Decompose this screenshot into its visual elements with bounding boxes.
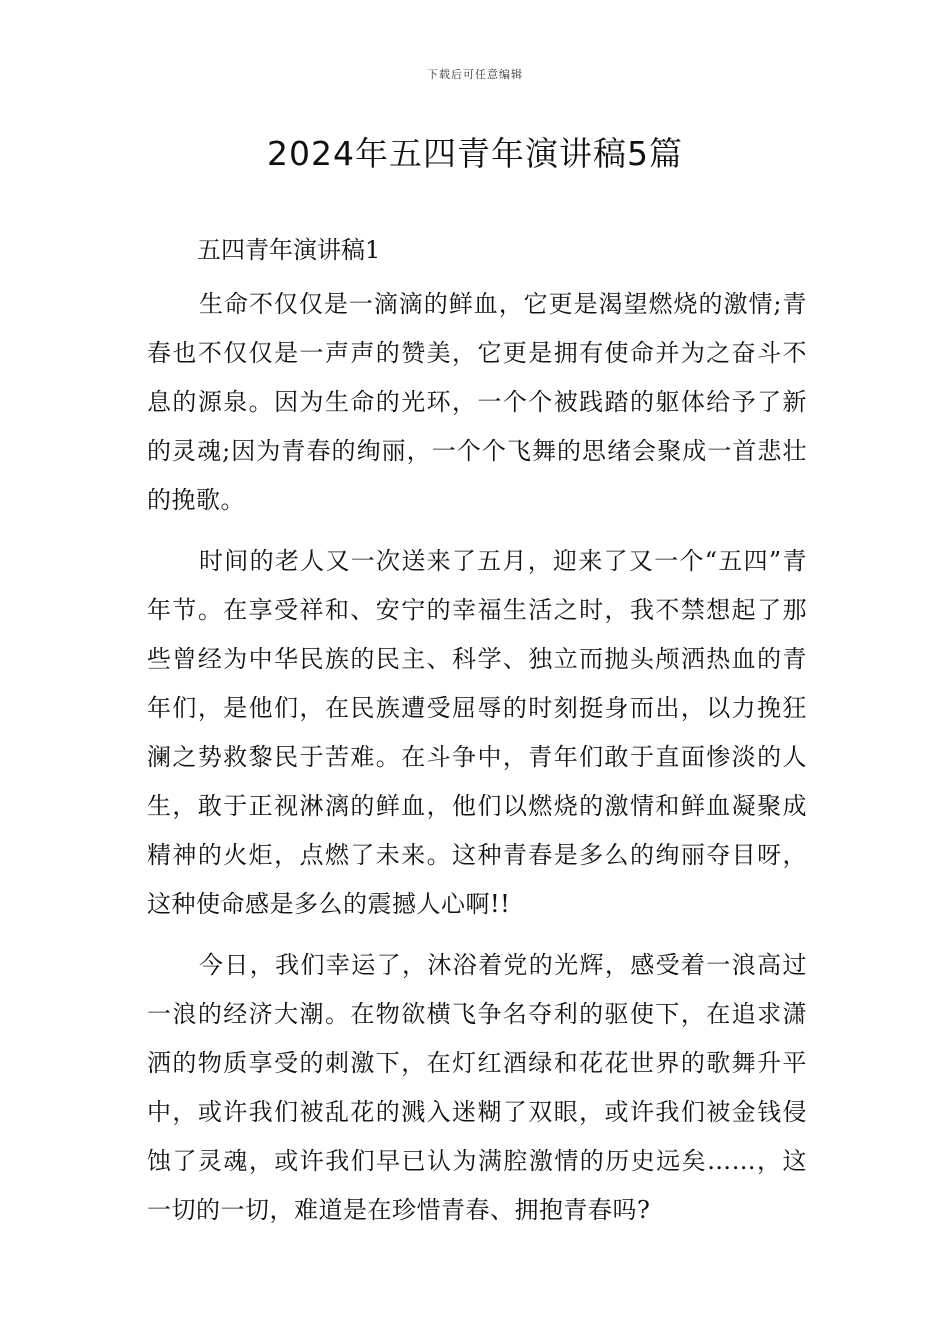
document-body: [147, 230, 807, 1235]
header-note: 下载后可任意编辑: [427, 68, 523, 81]
section-heading: 五四青年演讲稿1: [197, 236, 381, 264]
paragraph-1: 生命不仅仅是一滴滴的鲜血，它更是渴望燃烧的激情;青春也不仅仅是一声声的赞美，它更是拥有使命并为之奋斗不息的源泉。因为生命的光环，一个个被践踏的躯体给予了新的灵魂;因为青春的绚丽，一个个飞舞的思绪会聚成一首悲壮的挽歌。: [147, 290, 807, 514]
paragraph-3: 今日，我们幸运了，沐浴着党的光辉，感受着一浪高过一浪的经济大潮。在物欲横飞争名夺利的驱使下，在追求潇洒的物质享受的刺激下，在灯红酒绿和花花世界的歌舞升平中，或许我们被乱花的溅入迷糊了双眼，或许我们被金钱侵蚀了灵魂，或许我们早已认为满腔激情的历史远矣……，这一切的一切，难道是在珍惜青春、拥抱青春吗?: [147, 951, 807, 1224]
document-title: 2024年五四青年演讲稿5篇: [267, 134, 683, 173]
paragraph-2: 时间的老人又一次送来了五月，迎来了又一个“五四”青年节。在享受祥和、安宁的幸福生活之时，我不禁想起了那些曾经为中华民族的民主、科学、独立而抛头颅洒热血的青年们，是他们，在民族遭受屈辱的时刻挺身而出，以力挽狂澜之势救黎民于苦难。在斗争中，青年们敢于直面惨淡的人生，敢于正视淋漓的鲜血，他们以燃烧的激情和鲜血凝聚成精神的火炬，点燃了未来。这种青春是多么的绚丽夺目呀，这种使命感是多么的震撼人心啊!!: [147, 547, 807, 918]
